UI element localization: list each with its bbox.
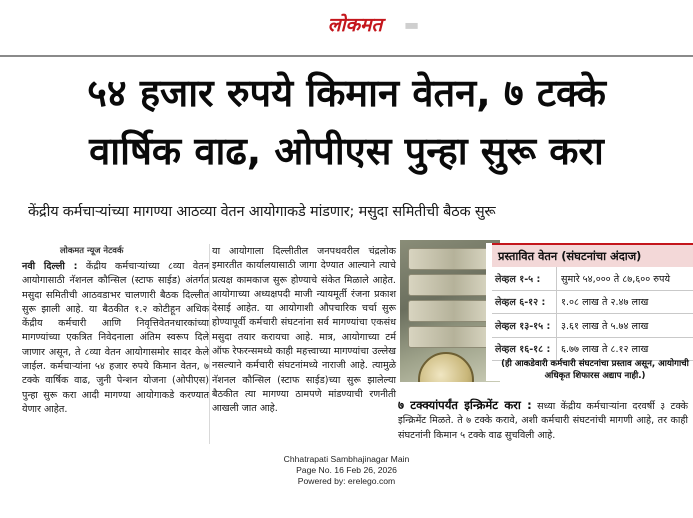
byline: लोकमत न्यूज नेटवर्क <box>60 245 124 255</box>
salary-footnote: (ही आकडेवारी कर्मचारी संघटनांचा प्रस्ताव असून, आयोगाची अधिकृत शिफारस अद्याप नाही.) <box>501 359 689 381</box>
masthead-logo: लोकमत <box>327 14 383 36</box>
top-divider <box>0 55 693 57</box>
increment-section <box>398 398 688 443</box>
masthead-decoration: ▬ <box>404 15 420 34</box>
increment-text: सध्या केंद्रीय कर्मचाऱ्यांना दरवर्षी ३ टक्के इन्क्रिमेंट मिळते. ते ७ टक्के करावे, अशी कर्मचारी संघटनांची मागणी आहे, तर काही संघटनांनी किमान ५ टक्के वाढ सुचविली आहे. <box>398 401 688 441</box>
salary-row <box>492 267 693 291</box>
salary-level: लेव्हल ६-१२ : <box>495 297 546 309</box>
salary-box-title: प्रस्तावित वेतन (संघटनांचा अंदाज) <box>492 243 693 267</box>
column-divider <box>209 244 210 444</box>
salary-level: लेव्हल १-५ : <box>495 273 541 285</box>
coin-image <box>418 352 474 382</box>
salary-value: ३.६१ लाख ते ५.७४ लाख <box>556 314 693 337</box>
footer-powered-by: Powered by: erelego.com <box>297 476 396 486</box>
salary-row <box>492 291 693 315</box>
headline-line-1: ५४ हजार रुपये किमान वेतन, ७ टक्के <box>87 71 606 115</box>
salary-level: लेव्हल १३-१५ : <box>495 320 551 332</box>
salary-table <box>492 267 693 361</box>
subheadline: केंद्रीय कर्मचाऱ्यांच्या मागण्या आठव्या वेतन आयोगाकडे मांडणार; मसुदा समितीची बैठक सुरू <box>28 204 496 220</box>
currency-photo <box>400 240 500 382</box>
page-footer <box>0 454 693 487</box>
footer-page: Page No. 16 Feb 26, 2026 <box>296 465 397 475</box>
dateline: नवी दिल्ली : <box>22 261 78 272</box>
headline <box>0 64 693 180</box>
salary-value: सुमारे ५४,००० ते ८७,६०० रुपये <box>556 267 693 290</box>
increment-title: ७ टक्क्यांपर्यंत इन्क्रिमेंट करा : <box>398 398 532 412</box>
salary-value: ६.७७ लाख ते ८.१२ लाख <box>556 338 693 361</box>
salary-level: लेव्हल १६-१८ : <box>495 344 551 356</box>
footer-edition: Chhatrapati Sambhajinagar Main <box>283 454 410 464</box>
headline-line-2: वार्षिक वाढ, ओपीएस पुन्हा सुरू करा <box>89 129 604 173</box>
column-1-text: केंद्रीय कर्मचाऱ्यांच्या ८व्या वेतन आयोगासाठी नॅशनल कौन्सिल (स्टाफ साईड) अंतर्गत मसुदा समितीची आठवडाभर चालणारी बैठक दिल्लीत सुरू झाली आहे. या बैठकीत १.२ कोटीहून अधिक केंद्रीय कर्मचारी आणि निवृत्तिवेतनधारकांच्या मागण्यांच्या एकत्रित निवेदनाला अंतिम स्वरूप दिले जाणार असून, ते ८व्या वेतन आयोगासमोर सादर केले जाईल. कर्मचाऱ्यांना ५४ हजार रुपये किमान वेतन, ७ टक्के वार्षिक वाढ, जुनी पेन्शन योजना (ओपीएस) पुन्हा सुरू करा आदी मागण्या आयोगाकडे करण्यात येणार आहेत. <box>22 261 209 415</box>
salary-row <box>492 314 693 338</box>
article-column-2: या आयोगाला दिल्लीतील जनपथवरील चंद्रलोक इमारतीत कार्यालयासाठी जागा देण्यात आल्याने त्याचे प्रत्यक्ष कामकाज सुरू होण्याचे संकेत मिळाले आहेत. आयोगाच्या अध्यक्षपदी माजी न्यायमूर्ती रंजना प्रकाश देसाई आहेत. या आयोगाशी औपचारिक चर्चा सुरू होण्यापूर्वी कर्मचारी संघटनांना सर्व मागण्यांचा एकसंध मसुदा तयार करायचा आहे. मात्र, आयोगाच्या टर्म ऑफ रेफरन्समध्ये काही महत्त्वाच्या मागण्यांचा उल्लेख नसल्याने कर्मचारी संघटनांमध्ये नाराजी आहे. त्यामुळे नॅशनल कौन्सिल (स्टाफ साईड)च्या सुरू झालेल्या बैठकीत त्या मागण्या ठामपणे मांडण्याची रणनीती आखली जात आहे. <box>212 246 396 415</box>
salary-value: १.०८ लाख ते २.४७ लाख <box>556 291 693 314</box>
article-column-1 <box>22 260 209 417</box>
